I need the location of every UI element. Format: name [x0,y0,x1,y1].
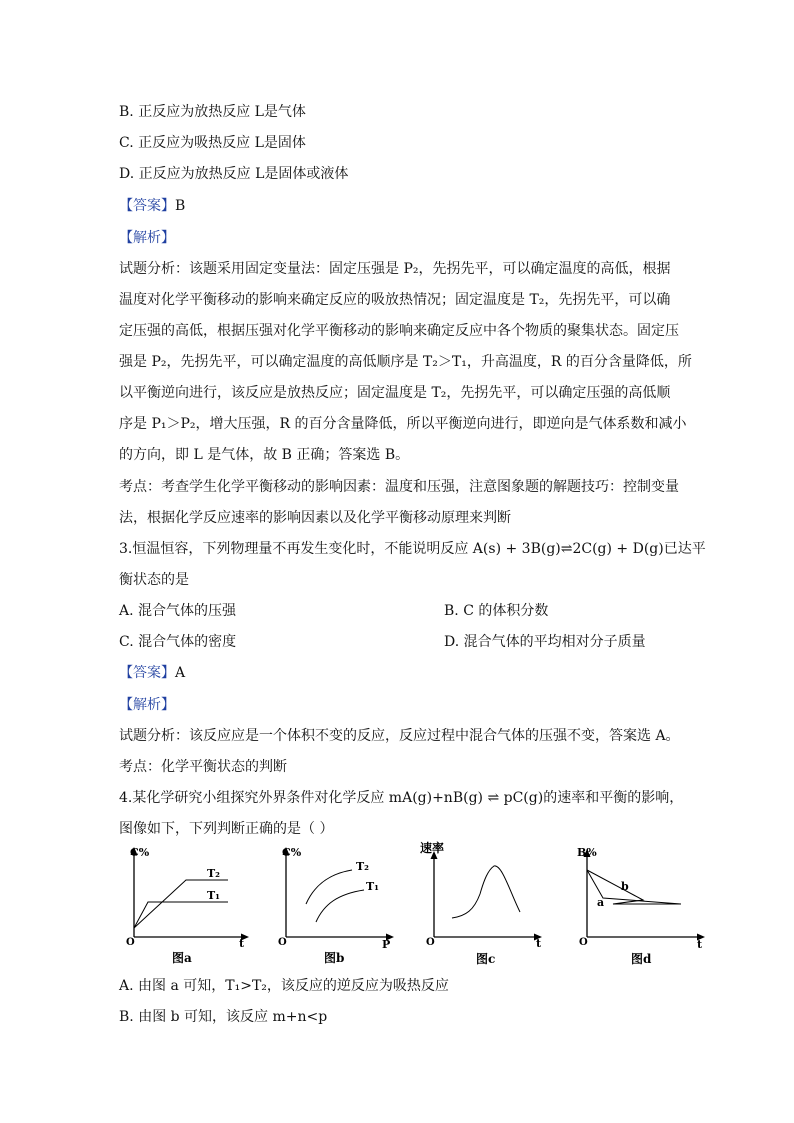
answer-value: A [175,665,186,681]
figure-b [272,842,407,971]
origin-label: O [278,937,287,948]
q3-stem: 衡状态的是 [119,572,189,588]
curve-label-t2: T₂ [207,867,221,880]
x-axis-label: t [536,937,542,950]
q2-analysis-line: 温度对化学平衡移动的影响来确定反应的吸放热情况；固定温度是 T₂，先拐先平，可以确 [119,292,671,308]
q2-analysis-line: 的方向，即 L 是气体，故 B 正确；答案选 B。 [119,447,410,463]
q4-option-a: A. 由图 a 可知，T₁>T₂，该反应的逆反应为吸热反应 [119,978,449,994]
x-axis-label: P [382,938,391,951]
x-axis-label: t [239,937,245,950]
q3-analysis-tag: 【解析】 [119,697,175,713]
figure-b-graph [272,842,407,967]
figure-caption: 图b [324,951,345,965]
q2-kaodian-line: 考点：考查学生化学平衡移动的影响因素：温度和压强，注意图象题的解题技巧：控制变量 [119,479,679,495]
q4-option-b: B. 由图 b 可知，该反应 m+n<p [119,1009,328,1025]
figure-caption: 图d [631,952,652,966]
q2-analysis-line: 强是 P₂，先拐先平，可以确定温度的高低顺序是 T₂＞T₁，升高温度，R 的百分含量降低，所 [119,354,692,370]
q2-analysis-line: 以平衡逆向进行，该反应是放热反应；固定温度是 T₂，先拐先平，可以确定压强的高低顺 [119,385,671,401]
y-axis-label: C% [282,846,302,859]
q3-option-a: A. 混合气体的压强 [119,603,237,619]
q2-option-d: D. 正反应为放热反应 L是固体或液体 [119,166,349,182]
origin-label: O [579,937,588,948]
figure-c-graph [420,842,555,967]
figure-c [420,842,555,971]
q3-option-d: D. 混合气体的平均相对分子质量 [444,634,646,650]
answer-value: B [175,198,186,214]
q2-analysis-tag: 【解析】 [119,230,175,246]
q4-stem: 4.某化学研究小组探究外界条件对化学反应 mA(g)+nB(g) ⇌ pC(g)的速率和平衡的影响， [119,790,684,806]
figure-a [120,842,255,971]
q2-analysis-line: 定压强的高低，根据压强对化学平衡移动的影响来确定反应中各个物质的聚集状态。固定压 [119,323,679,339]
q3-stem: 3.恒温恒容，下列物理量不再发生变化时，不能说明反应 A(s) + 3B(g)⇌2C(g) + D(g)已达平 [119,541,706,557]
q2-analysis-line: 序是 P₁＞P₂，增大压强，R 的百分含量降低，所以平衡逆向进行，即逆向是气体系数和减小 [119,416,687,432]
x-axis-label: t [697,938,703,951]
q2-answer [119,196,185,216]
figure-d-graph [573,842,713,967]
figure-a-graph [120,842,255,967]
q2-kaodian-line: 法，根据化学反应速率的影响因素以及化学平衡移动原理来判断 [119,510,511,526]
curve-label-b: b [621,880,629,893]
curve-label-a: a [597,896,605,909]
q3-analysis: 试题分析：该反应应是一个体积不变的反应，反应过程中混合气体的压强不变，答案选 A。 [119,728,680,744]
figure-caption: 图a [172,951,192,965]
curve-label-t2: T₂ [356,860,370,873]
origin-label: O [126,937,135,948]
curve-label-t1: T₁ [207,889,221,902]
origin-label: O [426,937,435,948]
q2-option-c: C. 正反应为吸热反应 L是固体 [119,135,306,151]
curve-t1 [316,890,364,922]
q2-option-b: B. 正反应为放热反应 L是气体 [119,104,306,120]
curve-t2 [134,880,228,928]
answer-tag: 【答案】 [119,665,175,681]
q3-answer [119,663,185,683]
y-axis-label: B% [577,846,597,859]
curve-label-t1: T₁ [366,880,380,893]
y-axis-label: C% [130,846,150,859]
y-axis-label: 速率 [420,841,445,855]
q3-kaodian: 考点：化学平衡状态的判断 [119,759,287,775]
rate-curve [452,866,520,918]
answer-tag: 【答案】 [119,198,175,214]
curve-t2 [306,870,352,904]
q2-analysis-line: 试题分析：该题采用固定变量法：固定压强是 P₂，先拐先平，可以确定温度的高低，根据 [119,261,671,277]
q3-option-c: C. 混合气体的密度 [119,634,237,650]
figure-d [573,842,713,971]
q4-stem: 图像如下，下列判断正确的是（ ） [119,821,334,837]
q3-option-b: B. C 的体积分数 [444,603,549,619]
figure-caption: 图c [476,952,496,966]
